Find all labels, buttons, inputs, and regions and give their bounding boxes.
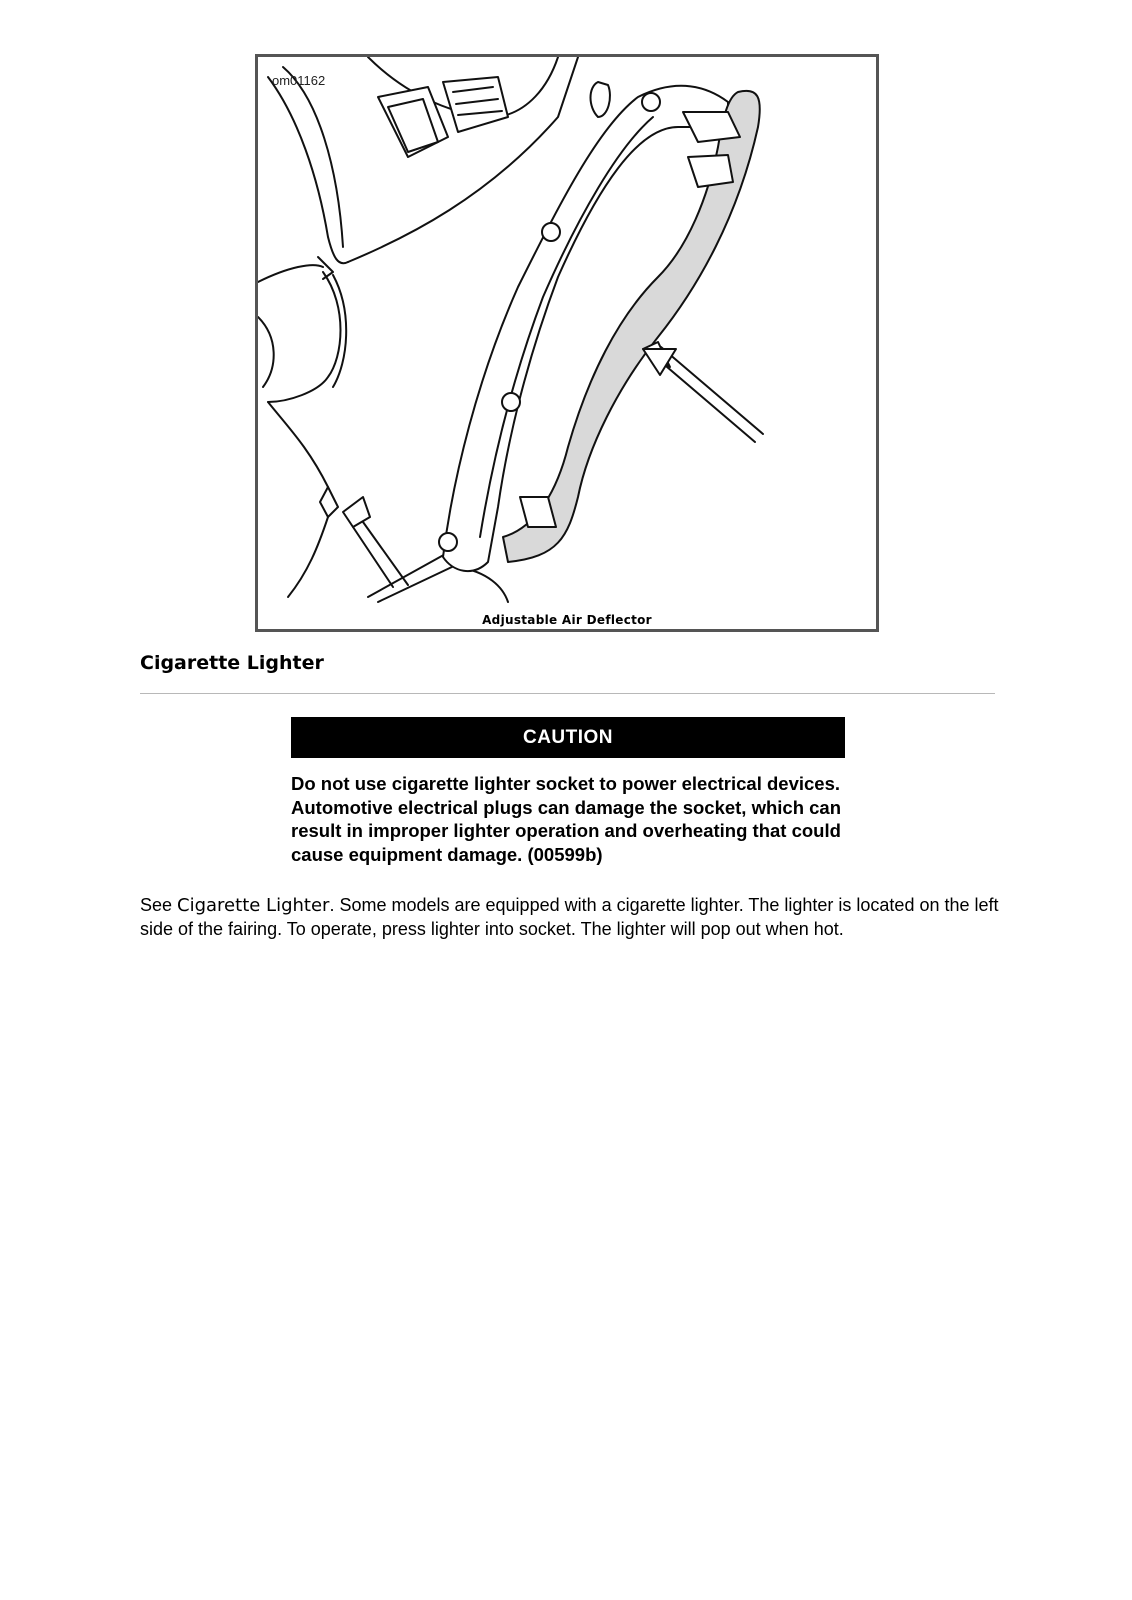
body-text: . Some models are equipped with a cigarette lighter. The lighter is located on the left side of the fairing. To operate, press lighter into socket. The lighter will pop out when hot. (140, 895, 999, 939)
cross-reference-link[interactable]: Cigarette Lighter (177, 895, 330, 916)
figure-caption: Adjustable Air Deflector (482, 613, 652, 627)
section-title: Cigarette Lighter (140, 652, 324, 674)
figure-code: om01162 (272, 73, 326, 88)
figure-frame (255, 54, 879, 632)
body-prefix: See (140, 895, 178, 915)
caution-text: Do not use cigarette lighter socket to power electrical devices. Automotive electrical plugs can damage the socket, which can result in improper lighter operation and overheating that could cause equipment damage. (00599b) (291, 773, 842, 865)
caution-banner (291, 717, 845, 758)
body-paragraph (140, 894, 1000, 941)
caution-label: CAUTION (522, 726, 614, 748)
air-deflector-illustration (258, 57, 876, 629)
section-divider (140, 693, 995, 694)
